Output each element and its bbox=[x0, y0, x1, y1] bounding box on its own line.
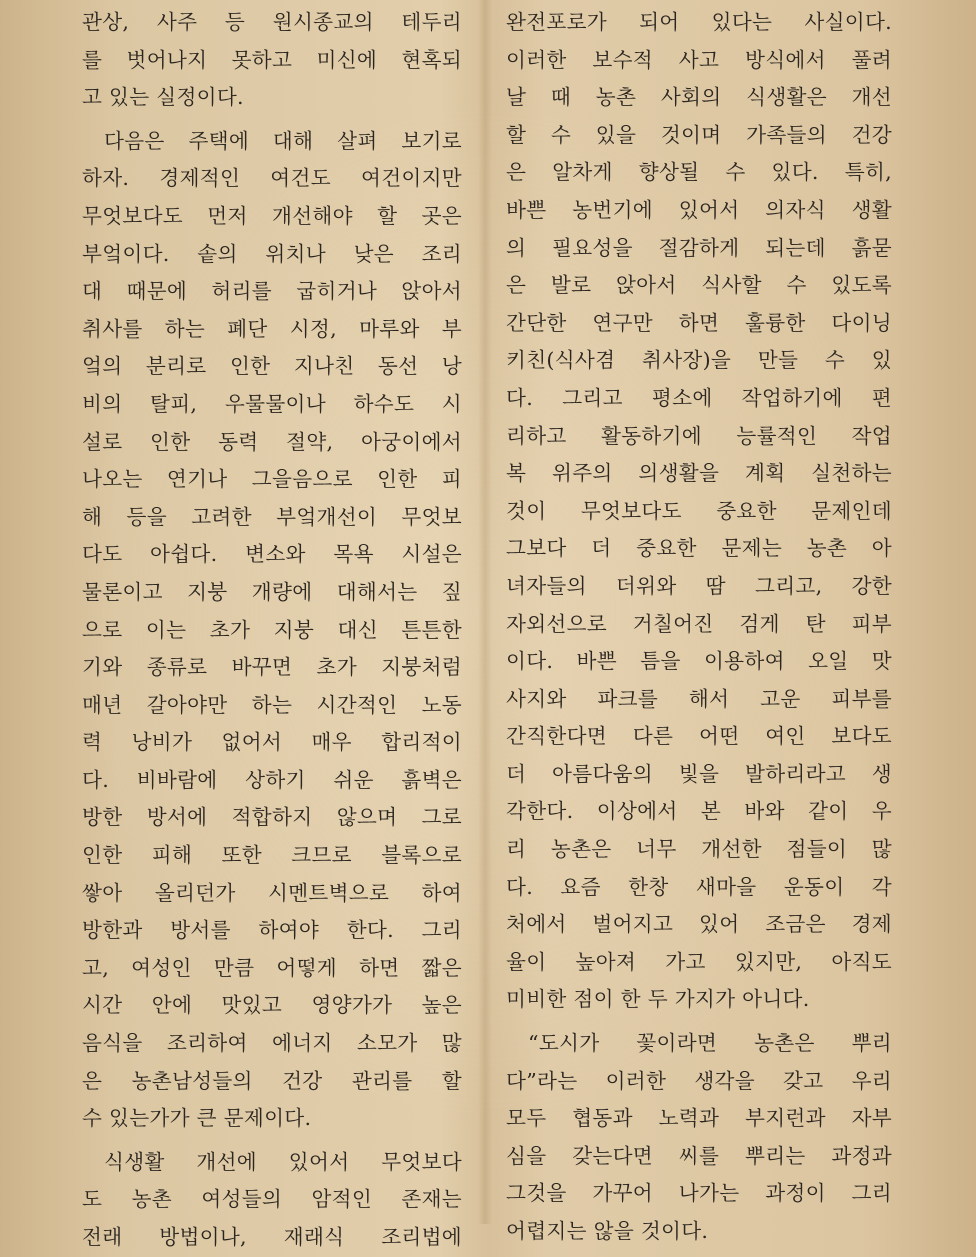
text-line: 고, 여성인 만큼 어떻게 하면 짧은 bbox=[82, 955, 462, 980]
text-line: 다도 아쉽다. 변소와 목욕 시설은 bbox=[82, 542, 462, 567]
text-line: 리 농촌은 너무 개선한 점들이 많 bbox=[506, 837, 892, 862]
text-line: 방한과 방서를 하여야 한다. 그리 bbox=[82, 918, 462, 943]
text-line: 해 등을 고려한 부엌개선이 무엇보 bbox=[82, 504, 462, 529]
text-line: 전래 방법이나, 재래식 조리법에 bbox=[82, 1225, 462, 1249]
text-line: 하자. 경제적인 여건도 여건이지만 bbox=[82, 166, 462, 191]
text-line: 각한다. 이상에서 본 바와 같이 우 bbox=[506, 799, 892, 824]
text-line: 모두 협동과 노력과 부지런과 자부 bbox=[506, 1106, 892, 1131]
text-line: 간단한 연구만 하면 훌륭한 다이닝 bbox=[506, 310, 892, 335]
text-line: 의 필요성을 절감하게 되는데 흙묻 bbox=[506, 235, 892, 260]
text-line: 은 농촌남성들의 건강 관리를 할 bbox=[82, 1068, 462, 1093]
right-text-column bbox=[506, 4, 892, 1251]
text-line: 수 있는가가 큰 문제이다. bbox=[82, 1106, 312, 1131]
text-line: 무엇보다도 먼저 개선해야 할 곳은 bbox=[82, 203, 462, 228]
text-line: 엌의 분리로 인한 지나친 동선 낭 bbox=[82, 354, 462, 379]
text-line: 음식을 조리하여 에너지 소모가 많 bbox=[82, 1031, 462, 1056]
text-line: 으로 이는 초가 지붕 대신 튼튼한 bbox=[82, 617, 462, 642]
text-line: 할 수 있을 것이며 가족들의 건강 bbox=[506, 122, 892, 147]
text-line: 녀자들의 더위와 땀 그리고, 강한 bbox=[506, 573, 892, 598]
text-line: 심을 갖는다면 씨를 뿌리는 과정과 bbox=[506, 1143, 892, 1168]
text-line: 매년 갈아야만 하는 시간적인 노동 bbox=[82, 692, 462, 717]
text-line: 은 발로 앉아서 식사할 수 있도록 bbox=[506, 273, 892, 298]
text-line: 력 낭비가 없어서 매우 합리적이 bbox=[82, 730, 462, 755]
text-line: 다. 요즘 한창 새마을 운동이 각 bbox=[506, 874, 892, 899]
text-line: 다”라는 이러한 생각을 갖고 우리 bbox=[506, 1068, 892, 1093]
text-line: 취사를 하는 폐단 시정, 마루와 부 bbox=[82, 316, 462, 341]
text-line: 율이 높아져 가고 있지만, 아직도 bbox=[506, 949, 892, 974]
text-line: 이다. 바쁜 틈을 이용하여 오일 맛 bbox=[506, 649, 892, 674]
text-line: 은 알차게 향상될 수 있다. 특히, bbox=[506, 160, 892, 185]
text-line: 미비한 점이 한 두 가지가 아니다. bbox=[506, 987, 810, 1012]
text-line: 완전포로가 되어 있다는 사실이다. bbox=[506, 10, 892, 34]
text-line: 설로 인한 동력 절약, 아궁이에서 bbox=[82, 429, 462, 454]
text-line: 방한 방서에 적합하지 않으며 그로 bbox=[82, 805, 462, 830]
text-line: 물론이고 지붕 개량에 대해서는 짚 bbox=[82, 579, 462, 604]
text-line: 간직한다면 다른 어떤 여인 보다도 bbox=[506, 724, 892, 749]
text-line: 그것을 가꾸어 나가는 과정이 그리 bbox=[506, 1181, 892, 1206]
text-line: 더 아름다움의 빛을 발하리라고 생 bbox=[506, 761, 892, 786]
text-line: 사지와 파크를 해서 고운 피부를 bbox=[506, 686, 892, 711]
text-line: 처에서 벌어지고 있어 조금은 경제 bbox=[506, 912, 892, 937]
text-line: 어렵지는 않을 것이다. bbox=[506, 1219, 709, 1243]
text-line: 것이 무엇보다도 중요한 문제인데 bbox=[506, 498, 892, 523]
text-line: 다. 비바람에 상하기 쉬운 흙벽은 bbox=[82, 767, 462, 792]
text-line: 복 위주의 의생활을 계획 실천하는 bbox=[506, 461, 892, 486]
text-line: 리하고 활동하기에 능률적인 작업 bbox=[506, 423, 892, 448]
text-line: 고 있는 실정이다. bbox=[82, 85, 244, 110]
text-line: 날 때 농촌 사회의 식생활은 개선 bbox=[506, 85, 892, 110]
text-line: 비의 탈피, 우물물이나 하수도 시 bbox=[82, 391, 462, 416]
text-line: 기와 종류로 바꾸면 초가 지붕처럼 bbox=[82, 655, 462, 680]
text-line: 다. 그리고 평소에 작업하기에 편 bbox=[506, 385, 892, 410]
text-line: 를 벗어나지 못하고 미신에 현혹되 bbox=[82, 47, 462, 72]
text-line: 부엌이다. 솥의 위치나 낮은 조리 bbox=[82, 241, 462, 266]
left-text-column bbox=[82, 4, 462, 1257]
text-line: 쌓아 올리던가 시멘트벽으로 하여 bbox=[82, 880, 462, 905]
text-line: 관상, 사주 등 원시종교의 테두리 bbox=[82, 10, 462, 34]
text-line: 자외선으로 거칠어진 검게 탄 피부 bbox=[506, 611, 892, 636]
text-line: 인한 피해 또한 크므로 블록으로 bbox=[82, 843, 462, 868]
text-line: 시간 안에 맛있고 영양가가 높은 bbox=[82, 993, 462, 1018]
paragraph-start-line: 다음은 주택에 대해 살펴 보기로 bbox=[104, 128, 462, 153]
page-fold-shadow bbox=[478, 0, 492, 1224]
text-line: 대 때문에 허리를 굽히거나 앉아서 bbox=[82, 279, 462, 304]
paragraph-start-line: 식생활 개선에 있어서 무엇보다 bbox=[104, 1149, 462, 1174]
text-line: 바쁜 농번기에 있어서 의자식 생활 bbox=[506, 197, 892, 222]
paragraph-start-line: “도시가 꽃이라면 농촌은 뿌리 bbox=[528, 1031, 892, 1056]
text-line: 이러한 보수적 사고 방식에서 풀려 bbox=[506, 47, 892, 72]
text-line: 그보다 더 중요한 문제는 농촌 아 bbox=[506, 536, 892, 561]
text-line: 나오는 연기나 그을음으로 인한 피 bbox=[82, 467, 462, 492]
text-line: 키친(식사겸 취사장)을 만들 수 있 bbox=[506, 348, 892, 373]
text-line: 도 농촌 여성들의 암적인 존재는 bbox=[82, 1187, 462, 1212]
